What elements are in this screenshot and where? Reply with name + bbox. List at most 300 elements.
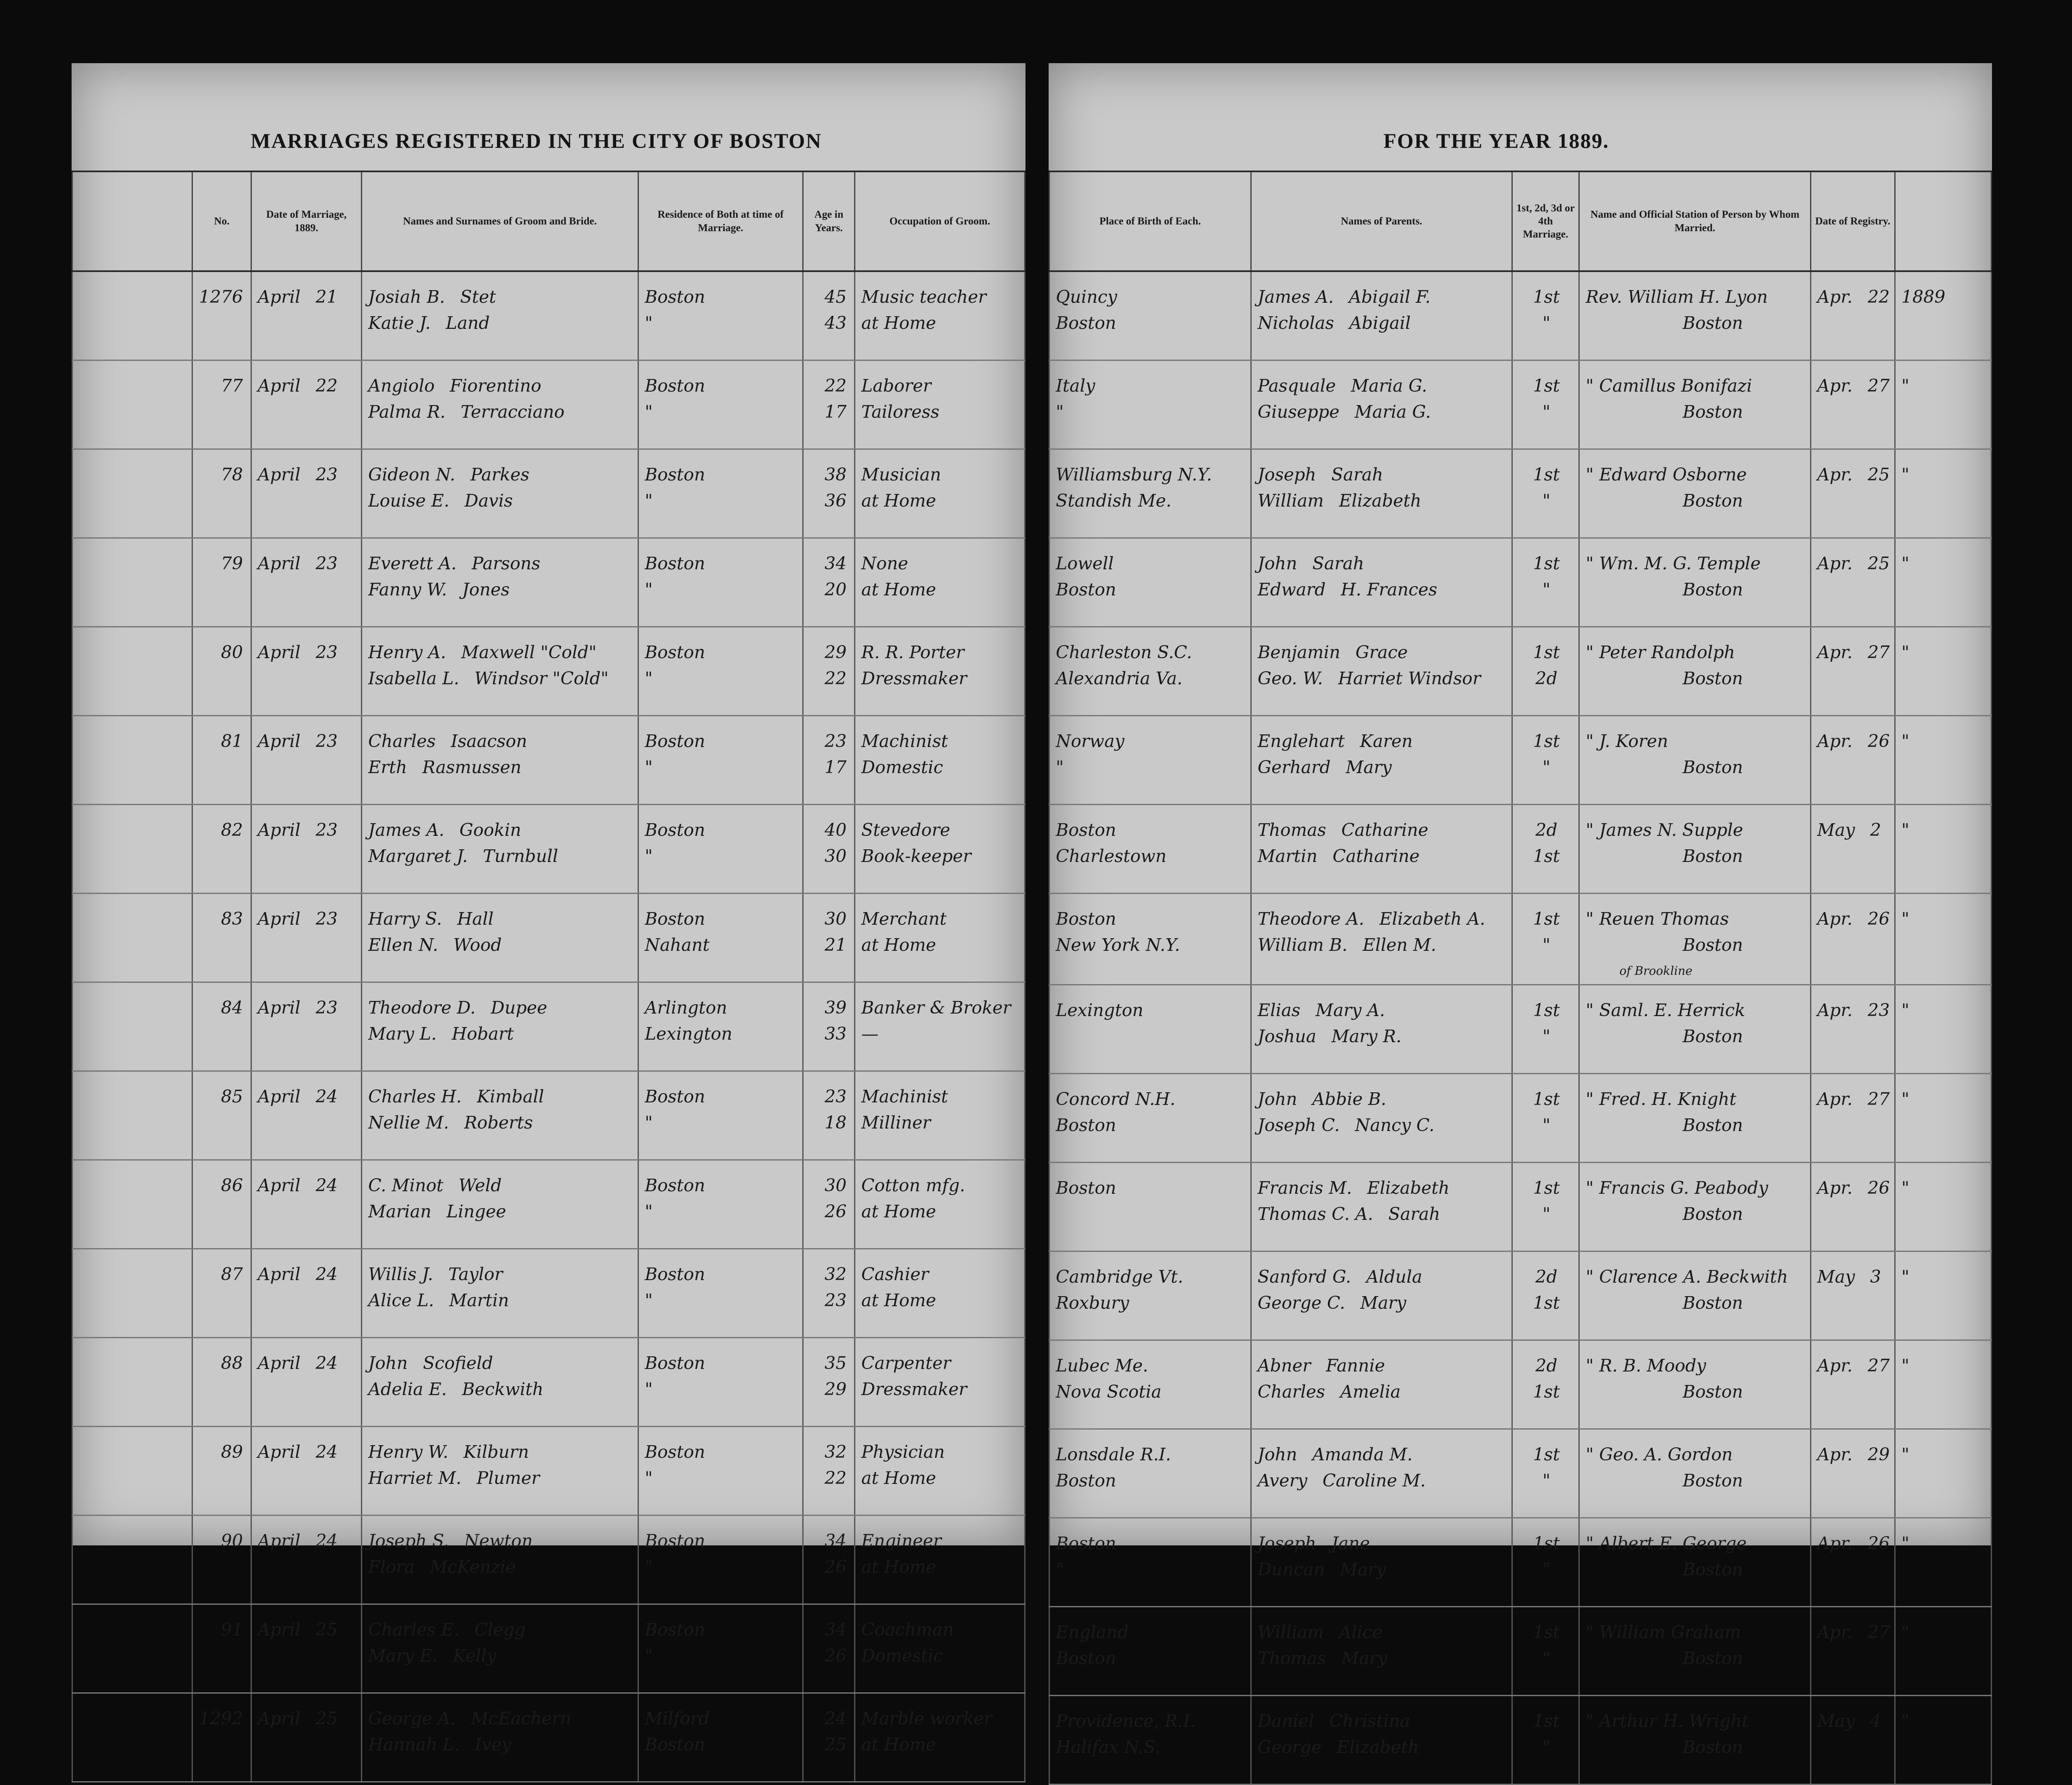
officiant-name: " Reuen Thomas — [1586, 909, 1729, 929]
occupation-bride: at Home — [861, 1290, 936, 1310]
parents-groom-a: William — [1258, 1622, 1324, 1642]
registry-date-line — [1817, 728, 1890, 754]
table-row — [72, 1516, 1025, 1604]
registry-date — [1810, 271, 1895, 360]
marriage-number-bride: " — [1542, 1559, 1551, 1580]
parents-groom-a: Elias — [1258, 1000, 1300, 1020]
bride-name-a: Fanny W. — [368, 579, 447, 600]
registry-date-line-b: 27 — [1867, 1355, 1890, 1376]
bride-name — [368, 576, 633, 603]
marriage-date-line-a: April — [257, 1708, 301, 1729]
birthplace — [1049, 1518, 1251, 1607]
birthplace — [1049, 449, 1251, 538]
groom-name — [368, 1528, 633, 1554]
marriage-date — [251, 1160, 361, 1249]
parents-bride-b: Elizabeth — [1337, 1737, 1419, 1757]
parents-bride-a: Geo. W. — [1258, 668, 1323, 688]
marriage-date-line-b: 25 — [315, 1708, 338, 1729]
officiant — [1579, 449, 1811, 538]
officiant-name: " Saml. E. Herrick — [1586, 1000, 1745, 1020]
marriage-number — [1512, 271, 1579, 360]
age-bride: 29 — [824, 1379, 847, 1399]
residence-groom: Boston — [644, 820, 705, 840]
entry-number-text: 82 — [221, 820, 243, 840]
groom-name — [368, 462, 633, 488]
groom-bride-names — [362, 538, 638, 627]
marriage-number — [1512, 894, 1579, 985]
parents-bride — [1258, 843, 1507, 869]
marriage-date — [251, 716, 361, 805]
registry-date-line — [1817, 1175, 1890, 1201]
registry-date — [1810, 1340, 1895, 1429]
entry-number-text: 77 — [221, 376, 243, 396]
age-bride: 17 — [824, 402, 847, 422]
bride-name-b: Land — [446, 313, 490, 333]
parents-bride-a: Giuseppe — [1258, 402, 1340, 422]
col-header-occupation: Occupation of Groom. — [855, 171, 1025, 271]
registry-date-line — [1817, 1353, 1890, 1379]
registry-date — [1810, 1163, 1895, 1251]
parents-groom-a: Sanford G. — [1258, 1267, 1351, 1287]
marriage-number-groom: 1st — [1533, 909, 1560, 929]
groom-name-b: Maxwell "Cold" — [461, 642, 597, 662]
birthplace — [1049, 271, 1251, 360]
table-row — [1049, 1696, 1992, 1785]
occupation — [855, 894, 1025, 982]
birthplace-groom: Boston — [1056, 909, 1116, 929]
ages — [803, 1338, 855, 1427]
groom-name-a: Everett A. — [368, 553, 457, 574]
groom-name-a: Gideon N. — [368, 464, 456, 485]
marriage-number-bride: 1st — [1533, 1382, 1560, 1402]
table-row — [1049, 1607, 1992, 1696]
registry-date — [1810, 1696, 1895, 1785]
registry-date-line-a: May — [1817, 1711, 1855, 1731]
marriage-date-line-b: 23 — [315, 998, 338, 1018]
marriage-number-bride: " — [1542, 1737, 1551, 1757]
occupation-bride: Dressmaker — [861, 668, 967, 688]
marriage-date — [251, 627, 361, 716]
parents-groom — [1258, 1708, 1507, 1734]
parents-bride — [1258, 1645, 1507, 1671]
col-header-no: No. — [192, 171, 251, 271]
marriage-date — [251, 1338, 361, 1427]
bride-name-b: Davis — [465, 491, 513, 511]
parents-bride — [1258, 310, 1507, 336]
parents-bride-b: Caroline M. — [1322, 1470, 1426, 1491]
occupation — [855, 449, 1025, 538]
left-ledger-body — [72, 271, 1025, 1782]
bride-name — [368, 665, 633, 691]
entry-number — [192, 627, 251, 716]
officiant-name: " Peter Randolph — [1586, 642, 1735, 662]
age-bride: 43 — [824, 313, 847, 333]
registry-date-line-b: 3 — [1870, 1267, 1881, 1287]
parents-groom-b: Abbie B. — [1312, 1089, 1386, 1109]
marriage-number-groom: 1st — [1533, 287, 1560, 307]
registry-date-line-a: Apr. — [1817, 1533, 1853, 1553]
parents-bride-b: Abigail — [1349, 313, 1411, 333]
bride-name — [368, 1021, 633, 1047]
residence-bride: " — [644, 1557, 653, 1577]
marriage-number-groom: 1st — [1533, 1000, 1560, 1020]
occupation-groom: Marble worker — [861, 1708, 992, 1729]
table-row — [1049, 805, 1992, 894]
groom-name — [368, 1261, 633, 1287]
margin-cell — [72, 805, 192, 894]
residence-bride: Lexington — [644, 1024, 732, 1044]
bride-name-a: Katie J. — [368, 313, 431, 333]
marriage-number — [1512, 1607, 1579, 1696]
age-bride: 25 — [824, 1734, 847, 1755]
registry-year-text: " — [1901, 820, 1909, 840]
parents-groom — [1258, 817, 1507, 843]
registry-date-line-b: 26 — [1867, 731, 1890, 751]
occupation-groom: Carpenter — [861, 1353, 951, 1373]
birthplace — [1049, 1696, 1251, 1785]
parents-groom — [1258, 1264, 1507, 1290]
age-bride: 23 — [824, 1290, 847, 1310]
registry-date — [1810, 627, 1895, 716]
registry-year-text: " — [1901, 553, 1909, 574]
marriage-date — [251, 982, 361, 1071]
registry-year-text: " — [1901, 1178, 1909, 1198]
parents-groom-b: Karen — [1360, 731, 1413, 751]
groom-name — [368, 906, 633, 932]
marriage-date-line-b: 24 — [315, 1442, 338, 1462]
table-row — [72, 1427, 1025, 1516]
birthplace — [1049, 805, 1251, 894]
entry-number — [192, 1516, 251, 1604]
marriage-number-bride: " — [1542, 579, 1551, 600]
residence-groom: Boston — [644, 1175, 705, 1195]
groom-name-b: Weld — [458, 1175, 502, 1195]
officiant-name: Rev. William H. Lyon — [1586, 287, 1768, 307]
bride-name-b: Rasmussen — [422, 757, 522, 777]
residence — [638, 1693, 803, 1782]
bride-name-a: Flora — [368, 1557, 415, 1577]
groom-name-a: Harry S. — [368, 909, 442, 929]
residence-groom: Boston — [644, 1620, 705, 1640]
registry-date-line-b: 27 — [1867, 642, 1890, 662]
parents-groom-b: Grace — [1355, 642, 1408, 662]
col-header-parents: Names of Parents. — [1251, 171, 1512, 271]
registry-date-line — [1817, 1441, 1890, 1467]
occupation — [855, 716, 1025, 805]
registry-year-text: " — [1901, 1622, 1909, 1642]
bride-name — [368, 932, 633, 958]
entry-number — [192, 1338, 251, 1427]
marriage-number — [1512, 805, 1579, 894]
registry-date-line-a: Apr. — [1817, 642, 1853, 662]
registry-date — [1810, 716, 1895, 805]
parents-groom — [1258, 1175, 1507, 1201]
residence-groom: Boston — [644, 1353, 705, 1373]
birthplace-groom: Lowell — [1056, 553, 1114, 574]
groom-name-a: Henry W. — [368, 1442, 449, 1462]
marriage-number-bride: " — [1542, 1115, 1551, 1135]
table-row — [72, 982, 1025, 1071]
parents — [1251, 360, 1512, 449]
registry-year-text: " — [1901, 642, 1909, 662]
registry-year-text: " — [1901, 1711, 1909, 1731]
bride-name-a: Margaret J. — [368, 846, 468, 866]
groom-name-b: McEachern — [470, 1708, 571, 1729]
bride-name-a: Louise E. — [368, 491, 449, 511]
table-row — [72, 1160, 1025, 1249]
registry-date-line-b: 29 — [1867, 1444, 1890, 1465]
table-row — [1049, 1251, 1992, 1340]
officiant — [1579, 985, 1811, 1074]
registry-date-line-a: Apr. — [1817, 1622, 1853, 1642]
registry-date-line — [1817, 817, 1890, 843]
birthplace-groom: Charleston S.C. — [1056, 642, 1192, 662]
marriage-date-line — [258, 373, 357, 399]
residence-groom: Boston — [644, 731, 705, 751]
marriage-number-groom: 1st — [1533, 1089, 1560, 1109]
entry-number-text: 79 — [221, 553, 243, 574]
groom-bride-names — [362, 1693, 638, 1782]
officiant-note: of Brookline — [1619, 964, 1693, 978]
registry-date-line-b: 27 — [1867, 1089, 1890, 1109]
groom-name-b: Dupee — [491, 998, 547, 1018]
marriage-date-line — [258, 1528, 357, 1554]
marriage-number-bride: " — [1542, 1648, 1551, 1668]
left-page — [72, 63, 1025, 1755]
groom-name — [368, 1350, 633, 1376]
officiant-location: Boston — [1682, 313, 1743, 333]
bride-name-b: Kelly — [453, 1646, 497, 1666]
parents-groom-b: Sarah — [1312, 553, 1364, 574]
parents-bride — [1258, 1112, 1507, 1138]
bride-name — [368, 1376, 633, 1402]
groom-bride-names — [362, 982, 638, 1071]
registry-date-line — [1817, 997, 1890, 1023]
registry-year-text: " — [1901, 1355, 1909, 1376]
marriage-date-line — [258, 639, 357, 665]
registry-date-line — [1817, 1708, 1890, 1734]
groom-name — [368, 817, 633, 843]
officiant-name: " Camillus Bonifazi — [1586, 376, 1752, 396]
officiant-location: Boston — [1682, 579, 1743, 600]
bride-name — [368, 1110, 633, 1136]
marriage-date-line — [258, 906, 357, 932]
bride-name — [368, 843, 633, 869]
groom-name-b: Taylor — [448, 1264, 503, 1284]
registry-date — [1810, 360, 1895, 449]
bride-name-a: Alice L. — [368, 1290, 434, 1310]
groom-name-a: Henry A. — [368, 642, 446, 662]
table-row — [72, 449, 1025, 538]
groom-name-a: John — [368, 1353, 408, 1373]
officiant-location: Boston — [1682, 1470, 1743, 1491]
age-bride: 18 — [824, 1113, 847, 1133]
marriage-number-groom: 2d — [1535, 1355, 1558, 1376]
marriage-date-line-a: April — [257, 1531, 301, 1551]
officiant-name: " Edward Osborne — [1586, 464, 1747, 485]
entry-number-text: 78 — [221, 464, 243, 485]
birthplace-bride: Boston — [1056, 579, 1116, 600]
groom-name-a: Charles E. — [368, 1620, 459, 1640]
registry-year-text: " — [1901, 376, 1909, 396]
registry-year-text: 1889 — [1901, 287, 1946, 307]
birthplace — [1049, 1607, 1251, 1696]
ages — [803, 271, 855, 360]
marriage-date — [251, 360, 361, 449]
entry-number — [192, 1693, 251, 1782]
parents-bride — [1258, 1290, 1507, 1316]
residence — [638, 805, 803, 894]
marriage-number — [1512, 1251, 1579, 1340]
parents-groom-a: Englehart — [1258, 731, 1345, 751]
occupation — [855, 1160, 1025, 1249]
occupation-groom: Machinist — [861, 1086, 948, 1107]
age-bride: 22 — [824, 1468, 847, 1488]
registry-date-line-a: Apr. — [1817, 731, 1853, 751]
marriage-date-line-a: April — [257, 1264, 301, 1284]
table-row — [1049, 716, 1992, 805]
parents-bride — [1258, 1556, 1507, 1582]
entry-number — [192, 1160, 251, 1249]
residence-groom: Boston — [644, 1086, 705, 1107]
groom-name — [368, 1617, 633, 1643]
age-groom: 29 — [824, 642, 847, 662]
bride-name — [368, 1732, 633, 1758]
marriage-number-bride: 1st — [1533, 846, 1560, 866]
entry-number — [192, 449, 251, 538]
entry-number-text: 1292 — [199, 1708, 243, 1729]
marriage-date-line-b: 24 — [315, 1353, 338, 1373]
registry-date-line — [1817, 1619, 1890, 1645]
ages — [803, 538, 855, 627]
age-bride: 26 — [824, 1201, 847, 1222]
residence-groom: Boston — [644, 642, 705, 662]
parents-bride-a: Edward — [1258, 579, 1326, 600]
parents — [1251, 985, 1512, 1074]
marriage-date-line-a: April — [257, 1086, 301, 1107]
groom-name-a: James A. — [368, 820, 445, 840]
registry-year-text: " — [1901, 909, 1909, 929]
marriage-date-line-a: April — [257, 731, 301, 751]
marriage-date-line-a: April — [257, 1175, 301, 1195]
bride-name — [368, 310, 633, 336]
table-row — [72, 627, 1025, 716]
age-groom: 40 — [824, 820, 847, 840]
marriage-date — [251, 538, 361, 627]
residence-groom: Boston — [644, 1531, 705, 1551]
registry-year — [1895, 1607, 1991, 1696]
col-header-date: Date of Marriage, 1889. — [251, 171, 361, 271]
residence-bride: " — [644, 1646, 653, 1666]
entry-number — [192, 360, 251, 449]
birthplace-groom: Boston — [1056, 1533, 1116, 1553]
marriage-date-line-a: April — [257, 553, 301, 574]
parents-groom-a: Benjamin — [1258, 642, 1340, 662]
registry-date-line-a: Apr. — [1817, 464, 1853, 485]
registry-date-line — [1817, 1086, 1890, 1112]
officiant-location: Boston — [1682, 402, 1743, 422]
occupation — [855, 538, 1025, 627]
residence-bride: " — [644, 313, 653, 333]
groom-bride-names — [362, 1427, 638, 1516]
marriage-date — [251, 1693, 361, 1782]
bride-name-b: Terracciano — [460, 402, 565, 422]
parents-groom-a: Francis M. — [1258, 1178, 1352, 1198]
parents-bride-b: Catharine — [1332, 846, 1420, 866]
occupation — [855, 627, 1025, 716]
marriage-date — [251, 1516, 361, 1604]
officiant-location: Boston — [1682, 757, 1743, 777]
parents-groom-b: Catharine — [1341, 820, 1429, 840]
parents-bride-b: Mary — [1346, 757, 1392, 777]
marriage-number-groom: 2d — [1535, 1267, 1558, 1287]
groom-name-a: C. Minot — [368, 1175, 443, 1195]
registry-date-line — [1817, 1530, 1890, 1556]
margin-header — [72, 171, 192, 271]
parents-groom — [1258, 284, 1507, 310]
entry-number-text: 91 — [221, 1620, 243, 1640]
marriage-number-bride: " — [1542, 1470, 1551, 1491]
bride-name-a: Palma R. — [368, 402, 446, 422]
table-row — [72, 1693, 1025, 1782]
margin-cell — [72, 271, 192, 360]
age-bride: 26 — [824, 1646, 847, 1666]
registry-year-text: " — [1901, 1267, 1909, 1287]
registry-date — [1810, 894, 1895, 985]
bride-name — [368, 1465, 633, 1491]
parents — [1251, 1074, 1512, 1163]
birthplace-bride: New York N.Y. — [1056, 935, 1180, 955]
residence — [638, 1516, 803, 1604]
margin-cell — [72, 1160, 192, 1249]
occupation-groom: Physician — [861, 1442, 945, 1462]
officiant-location: Boston — [1682, 1293, 1743, 1313]
age-groom: 22 — [824, 376, 847, 396]
registry-date-line-a: Apr. — [1817, 909, 1853, 929]
parents-groom-a: John — [1258, 553, 1298, 574]
birthplace-bride: Charlestown — [1056, 846, 1167, 866]
occupation-bride: Dressmaker — [861, 1379, 967, 1399]
groom-bride-names — [362, 1249, 638, 1338]
entry-number-text: 87 — [221, 1264, 243, 1284]
parents — [1251, 1696, 1512, 1785]
birthplace — [1049, 538, 1251, 627]
registry-year — [1895, 1429, 1991, 1518]
groom-name-a: Willis J. — [368, 1264, 433, 1284]
marriage-date-line-a: April — [257, 998, 301, 1018]
officiant-name: " Geo. A. Gordon — [1586, 1444, 1733, 1465]
registry-date — [1810, 985, 1895, 1074]
occupation — [855, 1249, 1025, 1338]
registry-year — [1895, 1163, 1991, 1251]
groom-name-a: Joseph S. — [368, 1531, 449, 1551]
marriage-date-line-b: 25 — [315, 1620, 338, 1640]
parents — [1251, 1163, 1512, 1251]
entry-number-text: 83 — [221, 909, 243, 929]
marriage-date-line-b: 23 — [315, 909, 338, 929]
table-row — [1049, 1340, 1992, 1429]
officiant-location: Boston — [1682, 1026, 1743, 1046]
age-bride: 17 — [824, 757, 847, 777]
registry-date-line-a: Apr. — [1817, 287, 1853, 307]
bride-name-a: Isabella L. — [368, 668, 459, 688]
marriage-date-line — [258, 1261, 357, 1287]
registry-year — [1895, 1074, 1991, 1163]
right-ledger-body — [1049, 271, 1992, 1785]
registry-date-line-a: May — [1817, 820, 1855, 840]
bride-name-b: Beckwith — [462, 1379, 544, 1399]
occupation — [855, 1516, 1025, 1604]
